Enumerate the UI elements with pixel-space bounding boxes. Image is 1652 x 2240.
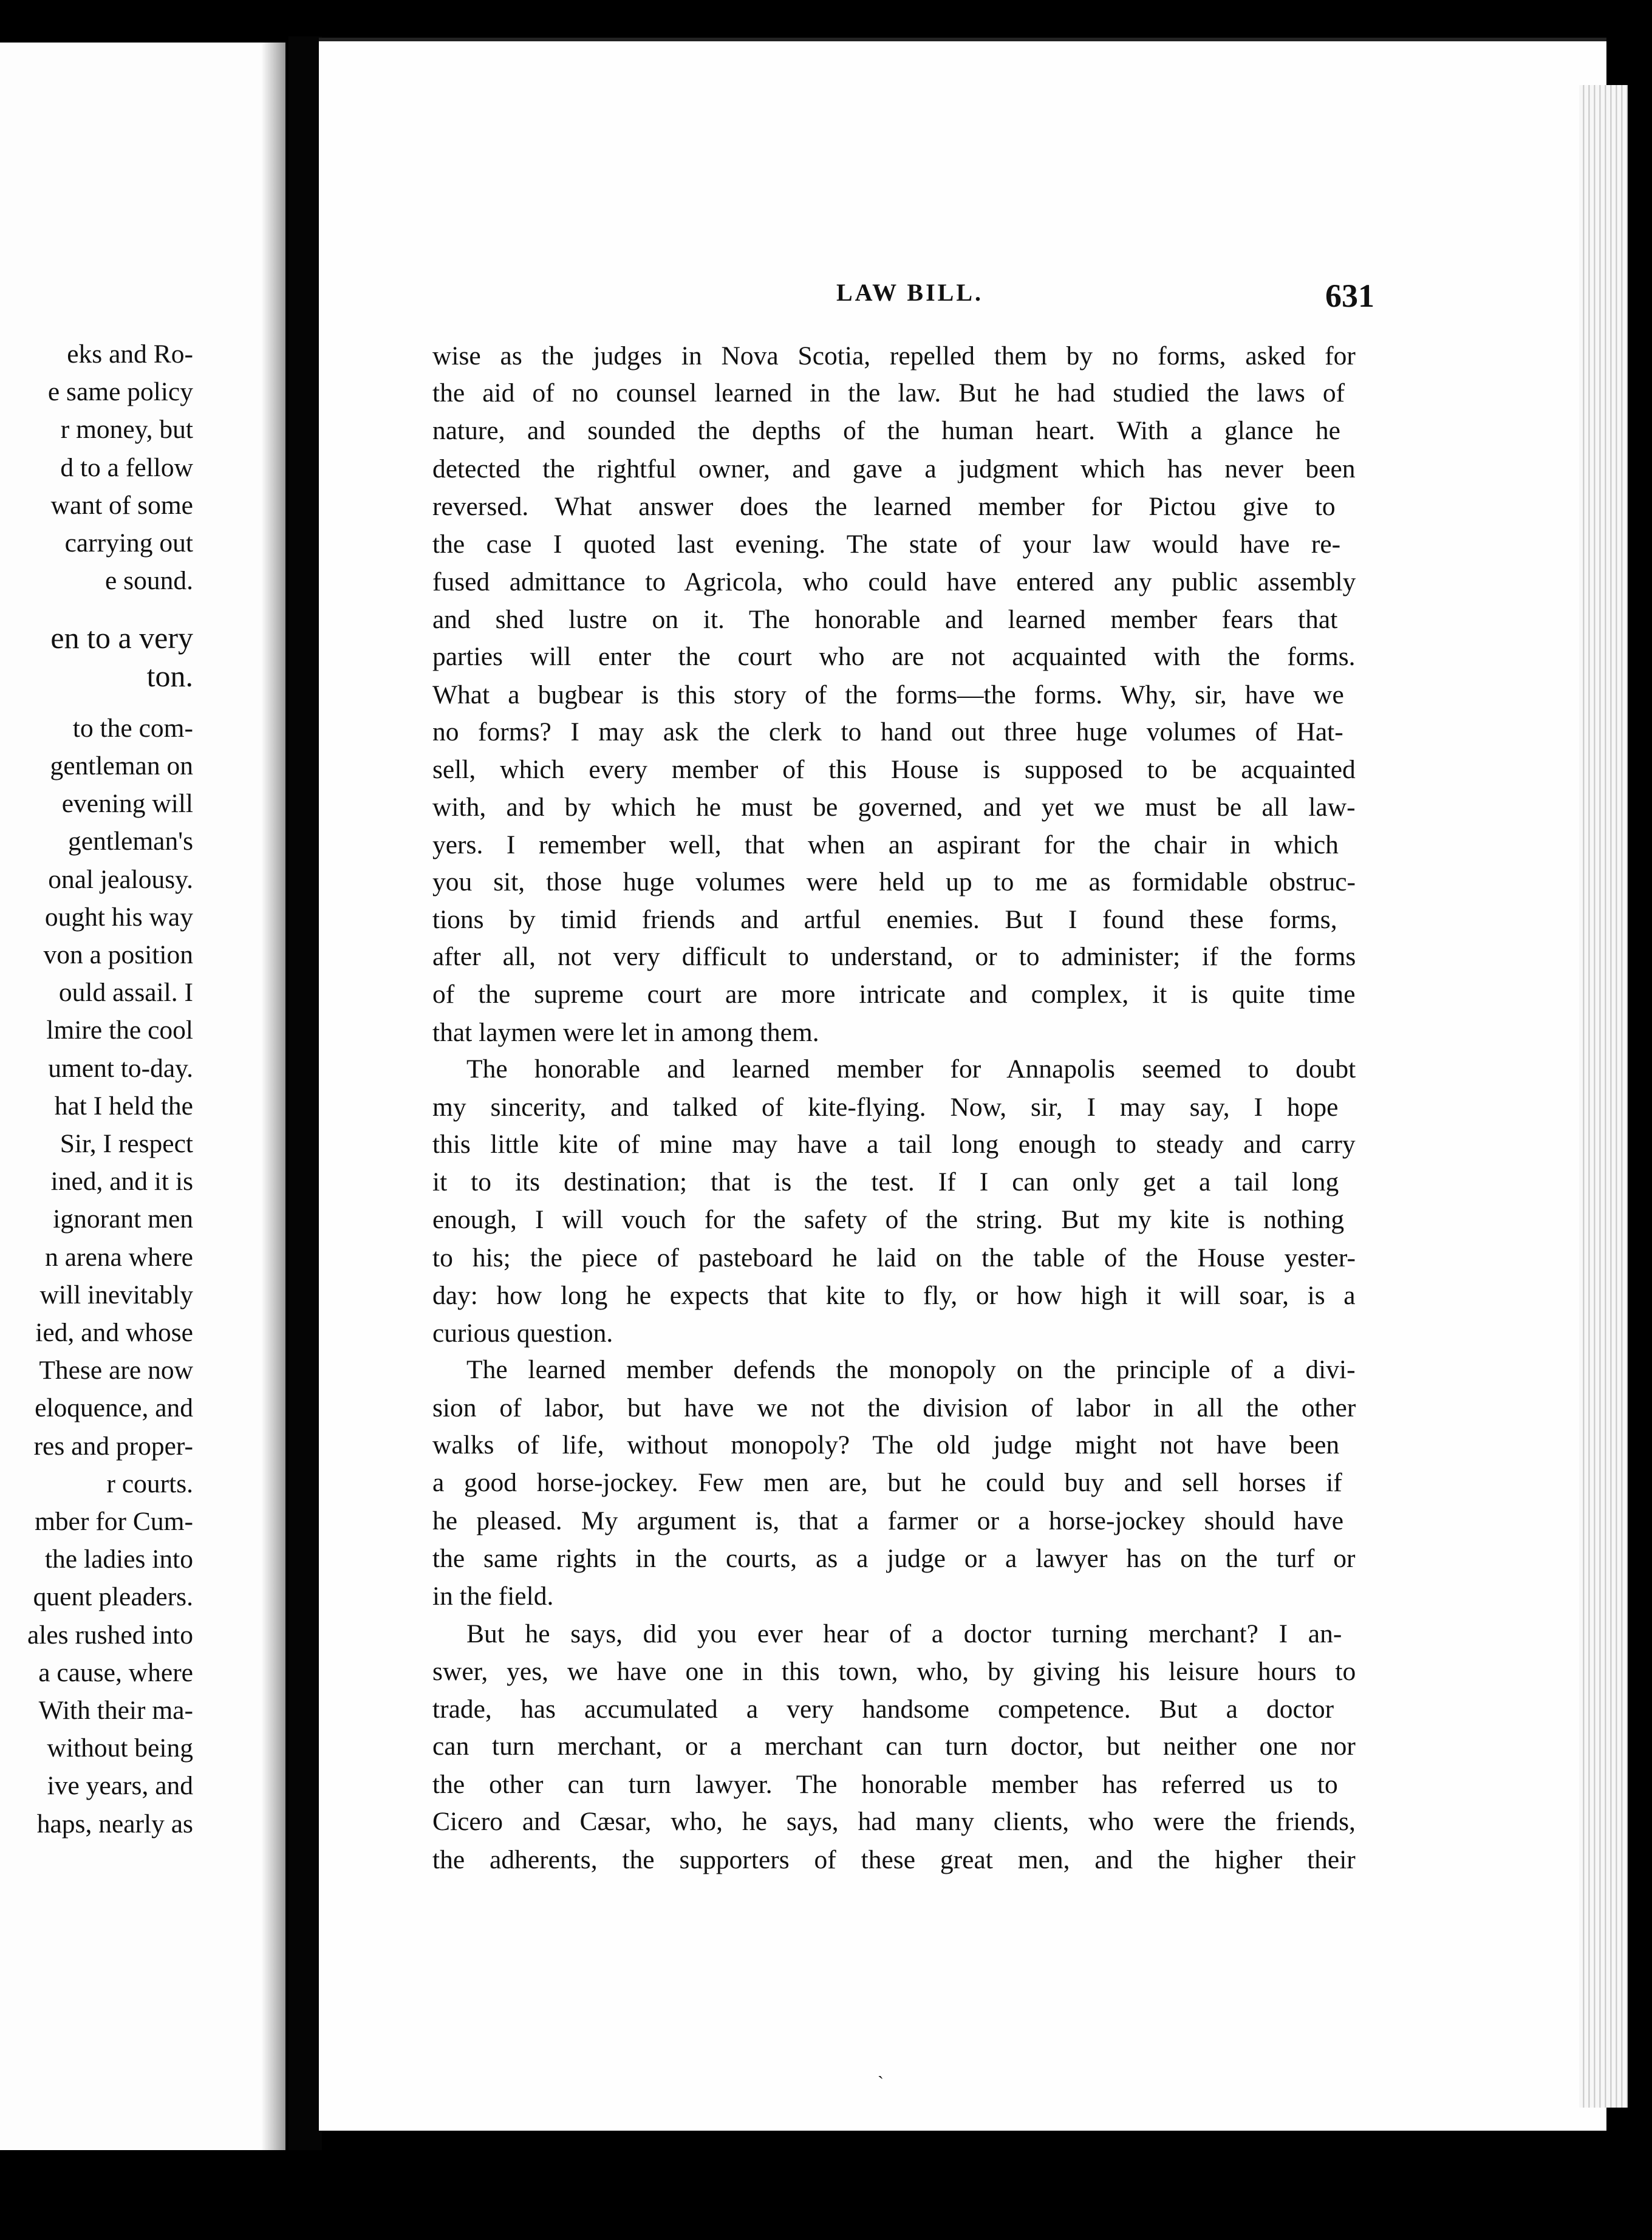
body-line: tions by timid friends and artful enemies. But I found these forms,	[432, 905, 1337, 934]
left-page-line: ales rushed into	[27, 1620, 193, 1650]
body-line: sell, which every member of this House is supposed to be acquainted	[432, 755, 1356, 784]
left-page-line: en to a very	[50, 621, 193, 655]
body-line: curious question.	[432, 1319, 613, 1348]
left-page-line: to the com-	[72, 713, 193, 743]
left-page-line: ton.	[146, 658, 193, 693]
running-head: LAW BILL.	[836, 279, 984, 306]
left-page-line: Sir, I respect	[60, 1129, 193, 1158]
body-line: that laymen were let in among them.	[432, 1018, 819, 1047]
left-page-line: onal jealousy.	[48, 864, 193, 894]
body-line: detected the rightful owner, and gave a judgment which has never been	[432, 454, 1356, 483]
left-page-line: d to a fellow	[60, 452, 193, 482]
body-line: swer, yes, we have one in this town, who, by giving his leisure hours to	[432, 1657, 1356, 1686]
body-line: day: how long he expects that kite to fly, or how high it will soar, is a	[432, 1281, 1356, 1310]
left-page-line: e same policy	[47, 377, 193, 407]
left-page-line: carrying out	[64, 528, 193, 558]
left-page-line: ied, and whose	[35, 1318, 193, 1347]
left-page-line: With their ma-	[38, 1696, 193, 1725]
body-line: Cicero and Cæsar, who, he says, had many clients, who were the friends,	[432, 1807, 1356, 1836]
body-line: trade, has accumulated a very handsome competence. But a doctor	[432, 1695, 1334, 1724]
left-page-line: the ladies into	[44, 1545, 193, 1574]
body-line: But he says, did you ever hear of a doctor turning merchant? I an-	[466, 1619, 1342, 1648]
body-line: with, and by which he must be governed, and yet we must be all law-	[432, 793, 1356, 822]
body-line: this little kite of mine may have a tail long enough to steady and carry	[432, 1130, 1356, 1159]
body-line: fused admittance to Agricola, who could have entered any public assembly	[432, 567, 1356, 596]
body-line: The honorable and learned member for Annapolis seemed to doubt	[466, 1054, 1356, 1084]
body-line: and shed lustre on it. The honorable and learned member fears that	[432, 605, 1338, 634]
left-page-line: von a position	[43, 940, 193, 969]
body-line: walks of life, without monopoly? The old judge might not have been	[432, 1430, 1340, 1460]
left-page-line: haps, nearly as	[36, 1809, 193, 1839]
body-line: nature, and sounded the depths of the human heart. With a glance he	[432, 416, 1340, 445]
body-line: the same rights in the courts, as a judge or a lawyer has on the turf or	[432, 1544, 1356, 1573]
left-page-line: ould assail. I	[58, 978, 193, 1008]
book-spine	[288, 36, 322, 2150]
body-line: the other can turn lawyer. The honorable member has referred us to	[432, 1770, 1338, 1799]
left-page-line: r money, but	[60, 415, 193, 445]
body-line: The learned member defends the monopoly on the principle of a divi-	[466, 1355, 1356, 1384]
page-number: 631	[1325, 278, 1374, 314]
left-page-line: ined, and it is	[50, 1167, 193, 1197]
left-page-line: want of some	[50, 490, 193, 520]
body-line: the case I quoted last evening. The state of your law would have re-	[432, 530, 1341, 559]
left-page-line: ought his way	[44, 902, 193, 932]
body-line: sion of labor, but have we not the division of labor in all the other	[432, 1393, 1356, 1422]
left-page-line: evening will	[61, 789, 193, 819]
body-line: my sincerity, and talked of kite-flying. Now, sir, I may say, I hope	[432, 1093, 1339, 1122]
left-page-line: n arena where	[45, 1242, 193, 1272]
left-page-line: These are now	[39, 1356, 193, 1385]
stray-mark: ˎ	[878, 2059, 884, 2079]
left-page-line: without being	[47, 1733, 193, 1763]
left-page-line: lmire the cool	[46, 1016, 193, 1045]
body-line: the adherents, the supporters of these great men, and the higher their	[432, 1845, 1356, 1874]
left-page-line: ument to-day.	[48, 1053, 193, 1083]
body-line: What a bugbear is this story of the forms—the forms. Why, sir, have we	[432, 680, 1344, 709]
left-page-line: ive years, and	[47, 1771, 193, 1801]
body-line: it to its destination; that is the test. If I can only get a tail long	[432, 1167, 1339, 1197]
left-page-line: ignorant men	[53, 1204, 193, 1234]
body-line: in the field.	[432, 1582, 554, 1611]
body-line: of the supreme court are more intricate and complex, it is quite time	[432, 980, 1356, 1009]
body-line: reversed. What answer does the learned member for Pictou give to	[432, 492, 1336, 521]
body-line: after all, not very difficult to understand, or to administer; if the forms	[432, 942, 1356, 971]
left-page-line: r courts.	[106, 1469, 193, 1498]
left-page-line: e sound.	[105, 566, 193, 596]
left-page-line: quent pleaders.	[33, 1582, 193, 1612]
left-page-line: hat I held the	[54, 1091, 193, 1121]
left-page-line: eloquence, and	[35, 1393, 193, 1423]
body-line: to his; the piece of pasteboard he laid on the table of the House yester-	[432, 1243, 1356, 1272]
left-page-line: res and proper-	[33, 1431, 193, 1461]
body-line: enough, I will vouch for the safety of the string. But my kite is nothing	[432, 1205, 1345, 1234]
body-line: no forms? I may ask the clerk to hand out three huge volumes of Hat-	[432, 717, 1343, 746]
left-page-line: eks and Ro-	[67, 340, 193, 369]
body-line: he pleased. My argument is, that a farmer or a horse-jockey should have	[432, 1506, 1344, 1535]
left-page-line: a cause, where	[38, 1658, 193, 1687]
left-page-line: gentleman on	[50, 751, 193, 780]
body-line: wise as the judges in Nova Scotia, repelled them by no forms, asked for	[432, 341, 1356, 370]
body-line: you sit, those huge volumes were held up to me as formidable obstruc-	[432, 867, 1356, 896]
body-line: a good horse-jockey. Few men are, but he could buy and sell horses if	[432, 1468, 1342, 1497]
body-line: can turn merchant, or a merchant can turn doctor, but neither one nor	[432, 1732, 1356, 1761]
body-line: parties will enter the court who are not acquainted with the forms.	[432, 642, 1356, 671]
body-line: the aid of no counsel learned in the law. But he had studied the laws of	[432, 378, 1345, 408]
body-line: yers. I remember well, that when an aspirant for the chair in which	[432, 830, 1339, 859]
left-page-line: gentleman's	[68, 827, 193, 856]
left-page-line: mber for Cum-	[35, 1507, 193, 1536]
left-page-line: will inevitably	[39, 1280, 193, 1310]
page-edges	[1579, 85, 1628, 2108]
